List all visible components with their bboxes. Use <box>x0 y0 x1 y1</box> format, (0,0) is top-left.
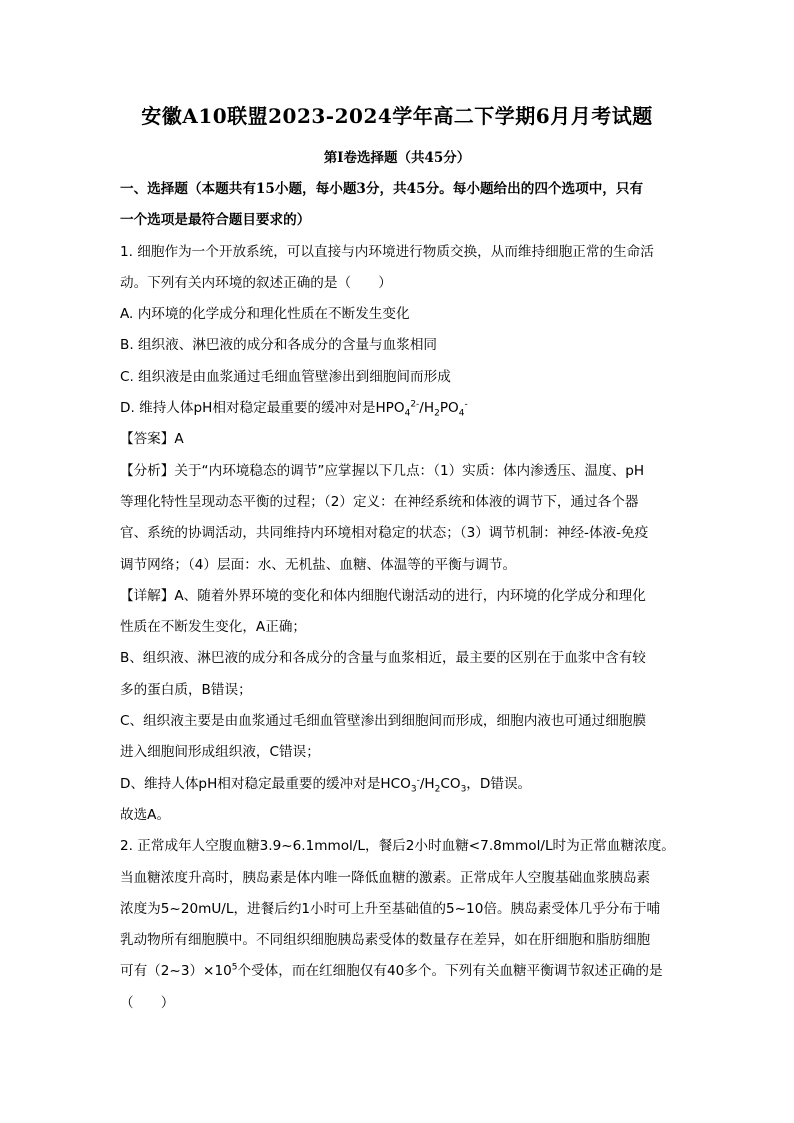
subscript: 2 <box>434 784 441 795</box>
detail-text: CO <box>440 775 461 792</box>
question-1-detail: C、组织液主要是由血浆通过毛细血管壁渗出到细胞间而形成，细胞内液也可通过细胞膜 <box>120 713 647 730</box>
superscript: 5 <box>231 962 238 973</box>
subscript: 2 <box>434 408 440 419</box>
question-1-stem: 动。下列有关内环境的叙述正确的是（ ） <box>120 274 392 291</box>
question-1-answer: 【答案】A <box>120 431 184 448</box>
question-1-detail <box>120 769 672 800</box>
question-1-option-a: A. 内环境的化学成分和理化性质在不断发生变化 <box>120 306 410 323</box>
detail-text: D、维持人体pH相对稳定最重要的缓冲对是HCO <box>120 775 411 792</box>
question-1-detail: 性质在不断发生变化，A正确； <box>120 619 307 636</box>
question-1-detail: B、组织液、淋巴液的成分和各成分的含量与血浆相近，最主要的区别在于血浆中含有较 <box>120 650 646 667</box>
question-1-conclusion: 故选A。 <box>120 806 171 823</box>
question-1-detail: 进入细胞间形成组织液，C错误； <box>120 744 320 761</box>
question-1-option-c: C. 组织液是由血浆通过毛细血管壁渗出到细胞间而形成 <box>120 368 451 385</box>
question-1-analysis: 调节网络；（4）层面：水、无机盐、血糖、体温等的平衡与调节。 <box>120 556 517 573</box>
question-1-analysis: 官、系统的协调活动，共同维持内环境相对稳定的状态；（3）调节机制：神经-体液-免疫 <box>120 525 649 542</box>
superscript: 2- <box>410 399 420 410</box>
subscript: 4 <box>458 408 465 419</box>
question-1-option-d <box>120 393 672 424</box>
stem-text: 个受体，而在红细胞仅有40多个。下列有关血糖平衡调节叙述正确的是 <box>237 963 663 980</box>
question-2-stem: 当血糖浓度升高时，胰岛素是体内唯一降低血糖的激素。正常成年人空腹基础血浆胰岛素 <box>120 869 651 886</box>
stem-text: 可有（2~3）×10 <box>120 963 232 980</box>
subscript: 4 <box>404 408 411 419</box>
document-body <box>120 174 675 1019</box>
option-d-text: D. 维持人体pH相对稳定最重要的缓冲对是HPO <box>120 400 405 417</box>
part-heading: 第I卷选择题（共45分） <box>323 150 471 166</box>
question-2-stem: 浓度为5~20mU/L，进餐后约1小时可上升至基础值的5~10倍。胰岛素受体几乎分布于哺 <box>120 900 661 917</box>
question-1-detail: 【详解】A、随着外界环境的变化和体内细胞代谢活动的进行，内环境的化学成分和理化 <box>120 587 646 604</box>
question-2-stem: 乳动物所有细胞膜中。不同组织细胞胰岛素受体的数量存在差异，如在肝细胞和脂肪细胞 <box>120 932 651 949</box>
question-1-option-b: B. 组织液、淋巴液的成分和各成分的含量与血浆相同 <box>120 337 438 354</box>
question-1-stem: 1. 细胞作为一个开放系统，可以直接与内环境进行物质交换，从而维持细胞正常的生命活 <box>120 243 654 260</box>
detail-text: ，D错误。 <box>466 775 532 792</box>
page-title: 安徽A10联盟2023-2024学年高二下学期6月月考试题 <box>141 104 653 128</box>
superscript: - <box>464 399 468 410</box>
superscript: - <box>416 775 420 786</box>
option-d-text: PO <box>439 400 459 417</box>
question-1-analysis: 【分析】关于“内环境稳态的调节”应掌握以下几点：（1）实质：体内渗透压、温度、pH <box>120 462 645 479</box>
option-d-text: /H <box>419 400 435 417</box>
question-2-stem: 2. 正常成年人空腹血糖3.9~6.1mmol/L，餐后2小时血糖<7.8mmol/L时为正常血糖浓度。 <box>120 838 675 855</box>
subscript: 3 <box>460 784 467 795</box>
question-1-analysis: 等理化特性呈现动态平衡的过程；（2）定义：在神经系统和体液的调节下，通过各个器 <box>120 493 639 510</box>
section-instruction: 一、选择题（本题共有15小题，每小题3分，共45分。每小题给出的四个选项中，只有 <box>120 181 644 197</box>
subscript: 3 <box>410 784 417 795</box>
question-2-stem <box>120 956 672 987</box>
detail-text: /H <box>419 775 435 792</box>
question-1-detail: 多的蛋白质，B错误； <box>120 681 252 698</box>
section-instruction: 一个选项是最符合题目要求的） <box>120 212 311 229</box>
question-2-stem: （ ） <box>120 994 175 1011</box>
